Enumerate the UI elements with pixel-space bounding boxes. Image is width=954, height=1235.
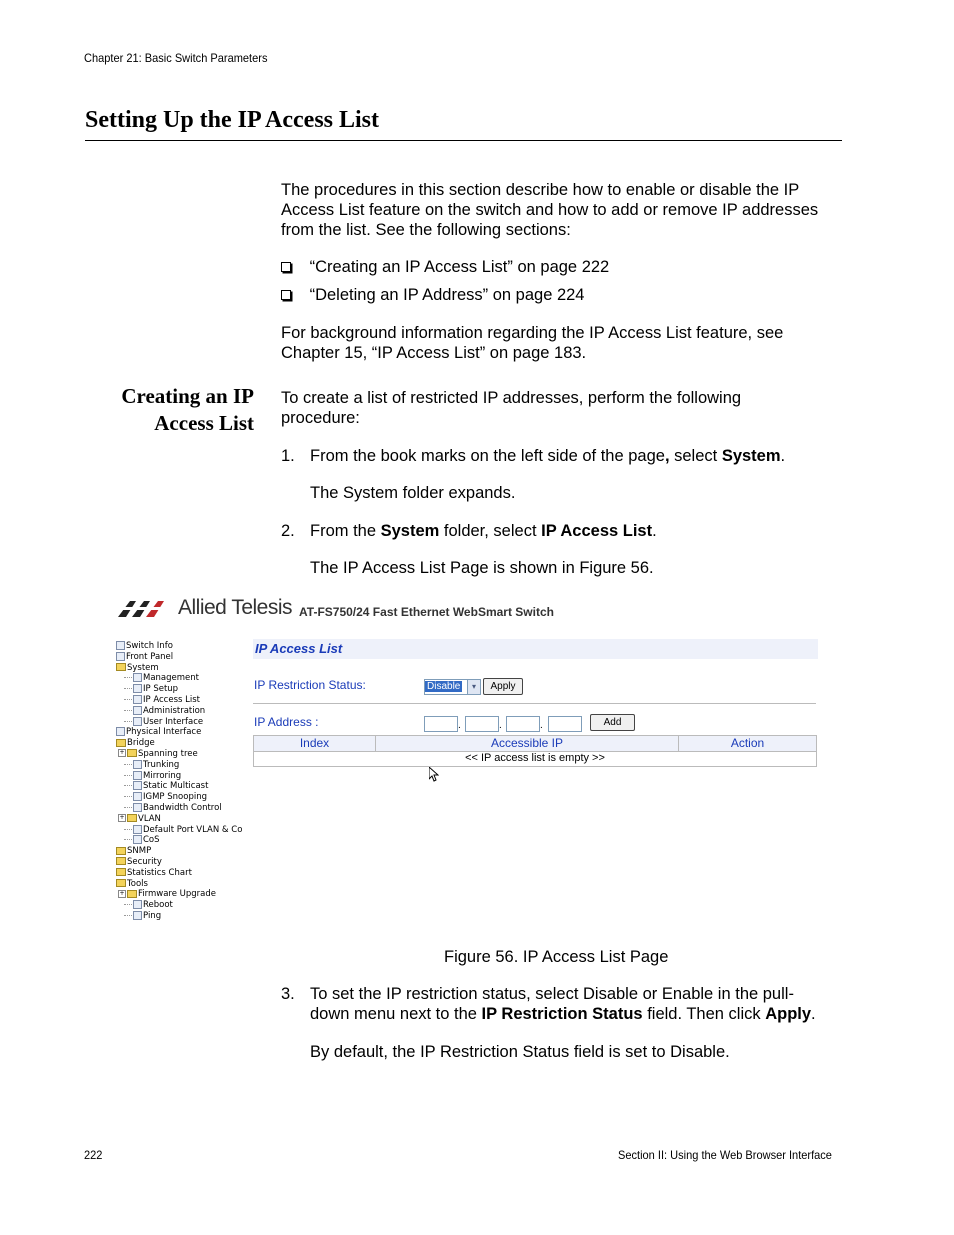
subsection-title-line: Creating an IP	[121, 384, 254, 408]
step-3-text	[310, 984, 816, 1024]
tree-item[interactable]	[116, 652, 240, 663]
page-icon	[133, 771, 142, 780]
column-header-accessible-ip: Accessible IP	[376, 736, 679, 751]
ip-dot: .	[499, 720, 502, 731]
tree-item[interactable]	[116, 900, 240, 911]
tree-label[interactable]: Default Port VLAN & Co	[143, 824, 243, 835]
tree-connector	[124, 688, 132, 689]
subsection-intro-line: procedure:	[281, 409, 360, 427]
folder-icon	[116, 847, 126, 855]
folder-icon	[127, 749, 137, 757]
step-text: field. Then click	[642, 1005, 766, 1023]
ip-octet-3-input[interactable]	[506, 716, 540, 732]
running-header: Chapter 21: Basic Switch Parameters	[84, 51, 268, 65]
page-icon	[116, 727, 125, 736]
tree-label[interactable]: Mirroring	[143, 770, 182, 781]
tree-label[interactable]: Bridge	[127, 738, 155, 749]
page-icon	[116, 652, 125, 661]
step-text-bold: IP Access List	[541, 522, 653, 540]
tree-label[interactable]: VLAN	[138, 813, 161, 824]
tree-label[interactable]: Tools	[127, 878, 148, 889]
step-2-result: The IP Access List Page is shown in Figure 56.	[310, 559, 654, 577]
tree-item[interactable]	[116, 835, 240, 846]
table-header	[253, 735, 817, 752]
tree-item[interactable]	[116, 695, 240, 706]
ip-octet-1-input[interactable]	[424, 716, 458, 732]
tree-label[interactable]: IP Setup	[143, 684, 179, 695]
intro-line: from the list. See the following sections:	[281, 221, 571, 239]
tree-item[interactable]	[116, 879, 240, 890]
step-1-result: The System folder expands.	[310, 484, 516, 502]
add-button[interactable]: Add	[590, 714, 635, 731]
tree-connector	[124, 721, 132, 722]
tree-label[interactable]: IP Access List	[143, 694, 200, 705]
step-text-bold: System	[721, 447, 781, 465]
page-icon	[133, 825, 142, 834]
tree-connector	[124, 796, 132, 797]
page-icon	[133, 760, 142, 769]
tree-connector	[124, 829, 132, 830]
step-text: down menu next to the	[310, 1005, 482, 1023]
tree-connector	[124, 677, 132, 678]
page-icon	[133, 673, 142, 682]
bullet-box-icon	[281, 290, 291, 300]
apply-button[interactable]: Apply	[483, 678, 523, 695]
step-text: To set the IP restriction status, select Disable or Enable in the pull-	[310, 985, 794, 1003]
step-3-result: By default, the IP Restriction Status field is set to Disable.	[310, 1043, 730, 1061]
expand-plus-icon[interactable]: +	[119, 749, 125, 757]
tree-item[interactable]	[116, 673, 240, 684]
selected-option[interactable]: Disable	[427, 681, 461, 692]
tree-item[interactable]	[116, 868, 240, 879]
step-text: .	[780, 447, 786, 465]
tree-label[interactable]: Management	[143, 673, 199, 684]
tree-connector	[124, 915, 132, 916]
tree-item[interactable]	[116, 738, 240, 749]
step-text: select	[669, 447, 722, 465]
tree-label[interactable]: Spanning tree	[138, 748, 198, 759]
page-icon	[133, 900, 142, 909]
step-text: .	[811, 1005, 816, 1023]
page-icon	[133, 695, 142, 704]
subsection-title	[90, 383, 254, 437]
tree-connector	[124, 699, 132, 700]
tree-connector	[124, 839, 132, 840]
open-folder-icon	[116, 879, 126, 887]
bullet-item[interactable]	[281, 285, 584, 305]
column-header-index: Index	[254, 736, 376, 751]
tree-connector	[124, 775, 132, 776]
tree-label[interactable]: Firmware Upgrade	[138, 889, 216, 900]
tree-item[interactable]	[116, 857, 240, 868]
tree-label[interactable]: Statistics Chart	[127, 867, 192, 878]
divider	[253, 703, 816, 704]
intro-paragraph	[281, 180, 851, 240]
tree-item[interactable]	[116, 641, 240, 652]
chevron-down-icon[interactable]: ▾	[467, 680, 480, 694]
tree-label[interactable]: Security	[127, 856, 162, 867]
tree-label[interactable]: IGMP Snooping	[143, 792, 207, 803]
figure-screenshot	[116, 598, 842, 928]
background-line: For background information regarding the IP Access List feature, see	[281, 324, 784, 342]
tree-item[interactable]	[116, 717, 240, 728]
tree-item[interactable]	[116, 727, 240, 738]
page-icon	[116, 641, 125, 650]
intro-line: The procedures in this section describe how to enable or disable the IP	[281, 181, 800, 199]
step-text: folder, select	[439, 522, 542, 540]
step-text-bold: System	[380, 522, 440, 540]
step-text-bold: ,	[664, 447, 670, 465]
tree-connector	[124, 710, 132, 711]
page-icon	[133, 717, 142, 726]
page-icon	[133, 781, 142, 790]
bullet-text[interactable]: “Deleting an IP Address” on page 224	[309, 286, 585, 304]
step-text-bold: Apply	[765, 1005, 812, 1023]
empty-table-row: << IP access list is empty >>	[253, 751, 817, 767]
tree-label[interactable]: SNMP	[127, 846, 152, 857]
subsection-intro-line: To create a list of restricted IP addresses, perform the following	[281, 389, 742, 407]
title-rule	[85, 140, 842, 141]
open-folder-icon	[116, 739, 126, 747]
tree-item[interactable]	[116, 889, 240, 900]
tree-item[interactable]	[116, 792, 240, 803]
allied-telesis-logo-icon	[118, 599, 174, 619]
page-icon	[133, 684, 142, 693]
page-icon	[133, 706, 142, 715]
tree-label[interactable]: Trunking	[143, 759, 180, 770]
tree-item[interactable]	[116, 911, 240, 922]
step-number: 2.	[281, 522, 295, 540]
bullet-box-icon	[281, 262, 291, 272]
ip-address-label: IP Address :	[254, 715, 319, 729]
tree-item[interactable]	[116, 760, 240, 771]
folder-icon	[127, 814, 137, 822]
tree-label[interactable]: Bandwidth Control	[143, 802, 222, 813]
tree-label[interactable]: User Interface	[143, 716, 204, 727]
ip-dot: .	[458, 720, 461, 731]
tree-item[interactable]	[116, 706, 240, 717]
page-icon	[133, 803, 142, 812]
page-number: 222	[84, 1148, 103, 1162]
tree-label[interactable]: Switch Info	[126, 641, 173, 651]
section-title: Setting Up the IP Access List	[85, 107, 379, 133]
background-paragraph	[281, 323, 851, 363]
expand-plus-icon[interactable]: +	[119, 814, 125, 822]
tree-label[interactable]: Administration	[143, 705, 206, 716]
bullet-item[interactable]	[281, 257, 609, 277]
ip-dot: .	[540, 720, 543, 731]
ip-octet-4-input[interactable]	[548, 716, 582, 732]
intro-line: Access List feature on the switch and how to add or remove IP addresses	[281, 201, 819, 219]
step-1-text	[310, 446, 785, 466]
open-folder-icon	[116, 663, 126, 671]
figure-caption: Figure 56. IP Access List Page	[444, 948, 669, 966]
expand-plus-icon[interactable]: +	[119, 889, 125, 897]
switch-model-title: AT-FS750/24 Fast Ethernet WebSmart Switch	[299, 605, 554, 619]
panel-title: IP Access List	[253, 639, 818, 659]
page-icon	[133, 792, 142, 801]
step-2-text	[310, 521, 657, 541]
tree-item[interactable]	[116, 663, 240, 674]
step-number: 3.	[281, 985, 295, 1003]
bullet-text[interactable]: “Creating an IP Access List” on page 222	[309, 258, 610, 276]
page-icon	[133, 911, 142, 920]
folder-icon	[127, 890, 137, 898]
tree-label[interactable]: Reboot	[143, 900, 173, 911]
tree-item[interactable]	[116, 803, 240, 814]
restriction-status-label: IP Restriction Status:	[254, 678, 366, 692]
subsection-intro	[281, 388, 851, 428]
tree-item[interactable]	[116, 824, 243, 836]
folder-icon	[116, 868, 126, 876]
tree-label[interactable]: Static Multicast	[143, 781, 209, 792]
page-icon	[133, 835, 142, 844]
tree-item[interactable]	[116, 749, 240, 760]
tree-label[interactable]: Front Panel	[126, 651, 174, 662]
tree-connector	[124, 764, 132, 765]
tree-item[interactable]	[116, 814, 240, 825]
step-text: .	[652, 522, 657, 540]
bookmark-tree	[116, 641, 243, 922]
mouse-cursor-icon	[429, 767, 439, 787]
ip-octet-2-input[interactable]	[465, 716, 499, 732]
column-header-action: Action	[730, 736, 765, 750]
folder-icon	[116, 857, 126, 865]
subsection-title-line: Access List	[154, 411, 254, 435]
step-text	[310, 1004, 816, 1024]
restriction-status-select[interactable]	[424, 679, 481, 695]
logo-text: Allied Telesis	[178, 596, 293, 619]
step-text-bold: IP Restriction Status	[481, 1005, 643, 1023]
step-text: From the	[310, 522, 381, 540]
tree-label[interactable]: Physical Interface	[126, 727, 202, 738]
tree-label[interactable]: System	[127, 662, 159, 673]
background-line: Chapter 15, “IP Access List” on page 183.	[281, 344, 587, 362]
tree-connector	[124, 807, 132, 808]
step-text: From the book marks on the left side of the page	[310, 447, 665, 465]
step-number: 1.	[281, 447, 295, 465]
footer-section: Section II: Using the Web Browser Interface	[618, 1148, 832, 1162]
tree-label[interactable]: CoS	[143, 835, 160, 846]
tree-label[interactable]: Ping	[143, 910, 162, 921]
tree-item[interactable]	[116, 771, 240, 782]
tree-item[interactable]	[116, 781, 240, 792]
tree-connector	[124, 904, 132, 905]
tree-item[interactable]	[116, 846, 240, 857]
tree-item[interactable]	[116, 684, 240, 695]
tree-connector	[124, 785, 132, 786]
